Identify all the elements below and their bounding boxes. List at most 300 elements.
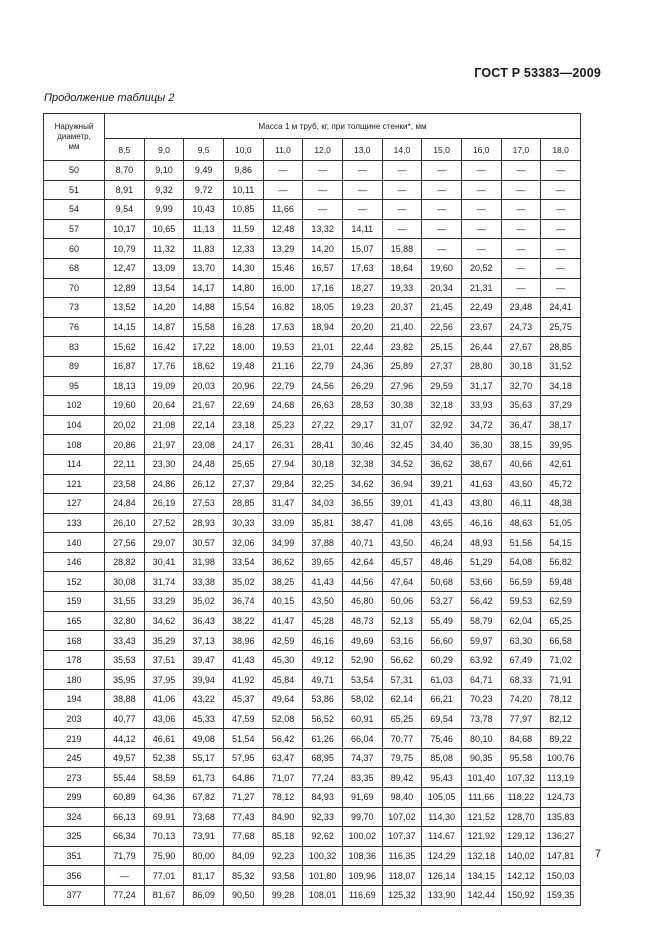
mass-cell: 111,66	[461, 788, 501, 808]
mass-cell: 34,52	[382, 454, 422, 474]
table-row	[44, 376, 581, 396]
mass-cell: 48,93	[461, 533, 501, 553]
mass-cell: 11,59	[223, 219, 263, 239]
mass-cell: 37,13	[184, 631, 224, 651]
table-row	[44, 631, 581, 651]
mass-cell: 29,17	[342, 415, 382, 435]
mass-cell: 16,42	[144, 337, 184, 357]
mass-cell: 38,96	[223, 631, 263, 651]
mass-cell: 136,27	[541, 827, 581, 847]
outer-diameter-cell: 152	[44, 572, 105, 592]
mass-cell: 61,73	[184, 768, 224, 788]
mass-cell: 31,47	[263, 494, 303, 514]
outer-diameter-cell: 50	[44, 161, 105, 181]
mass-cell: 65,25	[382, 709, 422, 729]
mass-cell: 95,58	[501, 748, 541, 768]
table-row	[44, 885, 581, 905]
mass-cell: 50,68	[422, 572, 462, 592]
outer-diameter-cell: 140	[44, 533, 105, 553]
mass-cell: —	[422, 200, 462, 220]
mass-cell: —	[461, 219, 501, 239]
table-row	[44, 709, 581, 729]
mass-cell: 37,88	[303, 533, 343, 553]
mass-cell: 42,64	[342, 552, 382, 572]
mass-cell: 22,11	[105, 454, 145, 474]
mass-cell: 69,54	[422, 709, 462, 729]
mass-cell: 58,59	[144, 768, 184, 788]
mass-cell: 41,08	[382, 513, 422, 533]
mass-cell: 36,55	[342, 494, 382, 514]
mass-cell: —	[303, 180, 343, 200]
mass-cell: 150,92	[501, 885, 541, 905]
mass-cell: —	[501, 180, 541, 200]
mass-cell: 18,94	[303, 317, 343, 337]
mass-cell: 31,98	[184, 552, 224, 572]
table-row	[44, 317, 581, 337]
mass-cell: 56,60	[422, 631, 462, 651]
mass-cell: 49,57	[105, 748, 145, 768]
mass-cell: 33,29	[144, 592, 184, 612]
mass-cell: 47,59	[223, 709, 263, 729]
outer-diameter-header-line: мм	[68, 142, 80, 151]
mass-cell: 18,05	[303, 298, 343, 318]
mass-cell: —	[263, 161, 303, 181]
mass-cell: 70,23	[461, 690, 501, 710]
mass-cell: 23,82	[382, 337, 422, 357]
mass-cell: 31,17	[461, 376, 501, 396]
table-row	[44, 592, 581, 612]
table-row	[44, 827, 581, 847]
mass-cell: —	[541, 239, 581, 259]
wall-thickness-header: 16,0	[461, 139, 501, 161]
outer-diameter-cell: 273	[44, 768, 105, 788]
mass-cell: 53,86	[303, 690, 343, 710]
document-standard-code: ГОСТ Р 53383—2009	[474, 66, 601, 80]
table-row	[44, 278, 581, 298]
mass-cell: 36,62	[263, 552, 303, 572]
mass-cell: 98,40	[382, 788, 422, 808]
mass-cell: 37,95	[144, 670, 184, 690]
mass-cell: 41,47	[263, 611, 303, 631]
mass-cell: 15,54	[223, 298, 263, 318]
mass-cell: 11,66	[263, 200, 303, 220]
mass-cell: 45,57	[382, 552, 422, 572]
mass-cell: 30,33	[223, 513, 263, 533]
mass-cell: 42,61	[541, 454, 581, 474]
outer-diameter-cell: 114	[44, 454, 105, 474]
mass-cell: 64,36	[144, 788, 184, 808]
mass-cell: 52,13	[382, 611, 422, 631]
mass-cell: —	[541, 200, 581, 220]
mass-cell: 142,44	[461, 885, 501, 905]
mass-cell: 61,26	[303, 729, 343, 749]
table-row	[44, 298, 581, 318]
mass-cell: 38,17	[541, 415, 581, 435]
mass-cell: 63,47	[263, 748, 303, 768]
mass-cell: 32,38	[342, 454, 382, 474]
mass-cell: 85,08	[422, 748, 462, 768]
mass-cell: 56,82	[541, 552, 581, 572]
mass-cell: 27,67	[501, 337, 541, 357]
mass-cell: 114,30	[422, 807, 462, 827]
mass-cell: 78,12	[263, 788, 303, 808]
mass-cell: 16,82	[263, 298, 303, 318]
table-row	[44, 572, 581, 592]
mass-cell: 84,09	[223, 846, 263, 866]
mass-cell: 28,85	[541, 337, 581, 357]
table-row	[44, 415, 581, 435]
mass-cell: 74,37	[342, 748, 382, 768]
mass-cell: 65,25	[541, 611, 581, 631]
outer-diameter-cell: 165	[44, 611, 105, 631]
mass-cell: 12,33	[223, 239, 263, 259]
mass-cell: 90,50	[223, 885, 263, 905]
mass-cell: 86,09	[184, 885, 224, 905]
mass-cell: 10,85	[223, 200, 263, 220]
mass-cell: 38,47	[342, 513, 382, 533]
outer-diameter-header-line: Наружный	[54, 122, 94, 131]
wall-thickness-header: 13,0	[342, 139, 382, 161]
table-row	[44, 788, 581, 808]
table-row	[44, 337, 581, 357]
mass-cell: 59,53	[501, 592, 541, 612]
mass-cell: 17,63	[342, 258, 382, 278]
mass-cell: —	[501, 161, 541, 181]
mass-cell: 41,06	[144, 690, 184, 710]
mass-cell: 27,52	[144, 513, 184, 533]
table-row	[44, 356, 581, 376]
wall-thickness-header: 11,0	[263, 139, 303, 161]
outer-diameter-cell: 377	[44, 885, 105, 905]
mass-cell: 24,36	[342, 356, 382, 376]
mass-cell: 46,11	[501, 494, 541, 514]
mass-cell: 55,17	[184, 748, 224, 768]
mass-cell: 14,20	[144, 298, 184, 318]
mass-cell: 49,12	[303, 650, 343, 670]
table-row	[44, 435, 581, 455]
outer-diameter-cell: 180	[44, 670, 105, 690]
table-row	[44, 219, 581, 239]
mass-cell: 150,03	[541, 866, 581, 886]
mass-cell: 108,01	[303, 885, 343, 905]
mass-cell: 27,37	[422, 356, 462, 376]
mass-cell: 66,34	[105, 827, 145, 847]
mass-cell: 30,38	[382, 396, 422, 416]
outer-diameter-cell: 245	[44, 748, 105, 768]
wall-thickness-header: 9,5	[184, 139, 224, 161]
mass-cell: 63,30	[501, 631, 541, 651]
mass-cell: 18,62	[184, 356, 224, 376]
mass-cell: 10,17	[105, 219, 145, 239]
mass-cell: 121,92	[461, 827, 501, 847]
outer-diameter-cell: 127	[44, 494, 105, 514]
mass-cell: 41,43	[223, 650, 263, 670]
mass-cell: 46,61	[144, 729, 184, 749]
mass-cell: 43,80	[461, 494, 501, 514]
mass-cell: —	[501, 239, 541, 259]
mass-cell: 92,33	[303, 807, 343, 827]
mass-cell: 101,40	[461, 768, 501, 788]
mass-cell: 118,22	[501, 788, 541, 808]
mass-cell: 52,38	[144, 748, 184, 768]
mass-cell: 16,00	[263, 278, 303, 298]
mass-cell: 34,03	[303, 494, 343, 514]
mass-cell: 40,71	[342, 533, 382, 553]
mass-cell: 80,10	[461, 729, 501, 749]
table-row	[44, 768, 581, 788]
mass-cell: 66,21	[422, 690, 462, 710]
mass-cell: 84,68	[501, 729, 541, 749]
mass-cell: 99,28	[263, 885, 303, 905]
mass-cell: 62,14	[382, 690, 422, 710]
mass-cell: 92,62	[303, 827, 343, 847]
mass-cell: 23,58	[105, 474, 145, 494]
outer-diameter-cell: 54	[44, 200, 105, 220]
mass-cell: —	[303, 200, 343, 220]
mass-cell: 93,58	[263, 866, 303, 886]
mass-cell: 24,48	[184, 454, 224, 474]
mass-cell: 107,02	[382, 807, 422, 827]
wall-thickness-header: 9,0	[144, 139, 184, 161]
mass-cell: 100,32	[303, 846, 343, 866]
mass-cell: 34,40	[422, 435, 462, 455]
mass-cell: 147,81	[541, 846, 581, 866]
mass-cell: 114,67	[422, 827, 462, 847]
mass-cell: 18,00	[223, 337, 263, 357]
mass-cell: 22,44	[342, 337, 382, 357]
mass-cell: 85,32	[223, 866, 263, 886]
mass-cell: 43,06	[144, 709, 184, 729]
mass-cell: 18,64	[382, 258, 422, 278]
mass-cell: 34,18	[541, 376, 581, 396]
mass-cell: 70,77	[382, 729, 422, 749]
mass-cell: 48,73	[342, 611, 382, 631]
mass-cell: 124,73	[541, 788, 581, 808]
mass-cell: 33,38	[184, 572, 224, 592]
mass-cell: 51,29	[461, 552, 501, 572]
mass-cell: 20,02	[105, 415, 145, 435]
table-row	[44, 258, 581, 278]
mass-cell: 12,89	[105, 278, 145, 298]
wall-thickness-header: 15,0	[422, 139, 462, 161]
mass-cell: 14,11	[342, 219, 382, 239]
mass-cell: 30,08	[105, 572, 145, 592]
mass-cell: 66,04	[342, 729, 382, 749]
mass-cell: 32,45	[382, 435, 422, 455]
mass-cell: 82,12	[541, 709, 581, 729]
mass-cell: 12,48	[263, 219, 303, 239]
mass-cell: 15,58	[184, 317, 224, 337]
mass-cell: 159,35	[541, 885, 581, 905]
mass-cell: —	[422, 239, 462, 259]
mass-cell: 50,06	[382, 592, 422, 612]
mass-cell: 35,95	[105, 670, 145, 690]
mass-cell: 36,74	[223, 592, 263, 612]
mass-cell: 14,80	[223, 278, 263, 298]
mass-cell: 20,96	[223, 376, 263, 396]
outer-diameter-cell: 76	[44, 317, 105, 337]
mass-cell: 32,06	[223, 533, 263, 553]
mass-cell: 26,29	[342, 376, 382, 396]
mass-cell: 121,52	[461, 807, 501, 827]
mass-cell: 11,32	[144, 239, 184, 259]
mass-cell: 77,68	[223, 827, 263, 847]
mass-cell: 66,13	[105, 807, 145, 827]
mass-cell: 26,44	[461, 337, 501, 357]
mass-cell: 15,88	[382, 239, 422, 259]
table-row	[44, 807, 581, 827]
mass-cell: 56,62	[382, 650, 422, 670]
mass-cell: 35,29	[144, 631, 184, 651]
mass-cell: —	[382, 219, 422, 239]
mass-cell: —	[501, 200, 541, 220]
mass-cell: 14,87	[144, 317, 184, 337]
mass-cell: 60,29	[422, 650, 462, 670]
mass-cell: —	[263, 180, 303, 200]
table-row	[44, 729, 581, 749]
mass-cell: 24,84	[105, 494, 145, 514]
mass-cell: 9,54	[105, 200, 145, 220]
mass-cell: 34,72	[461, 415, 501, 435]
table-row	[44, 650, 581, 670]
mass-cell: 8,91	[105, 180, 145, 200]
outer-diameter-cell: 324	[44, 807, 105, 827]
mass-cell: 75,46	[422, 729, 462, 749]
mass-cell: 26,12	[184, 474, 224, 494]
mass-cell: 54,15	[541, 533, 581, 553]
mass-cell: 25,23	[263, 415, 303, 435]
mass-cell: 36,62	[422, 454, 462, 474]
mass-cell: 38,25	[263, 572, 303, 592]
mass-cell: 60,91	[342, 709, 382, 729]
mass-cell: 24,41	[541, 298, 581, 318]
mass-cell: 26,63	[303, 396, 343, 416]
outer-diameter-cell: 203	[44, 709, 105, 729]
mass-cell: 11,83	[184, 239, 224, 259]
mass-cell: 37,51	[144, 650, 184, 670]
mass-cell: 9,10	[144, 161, 184, 181]
outer-diameter-cell: 178	[44, 650, 105, 670]
wall-thickness-header: 18,0	[541, 139, 581, 161]
outer-diameter-cell: 133	[44, 513, 105, 533]
mass-cell: 10,65	[144, 219, 184, 239]
mass-cell: 77,97	[501, 709, 541, 729]
outer-diameter-cell: 95	[44, 376, 105, 396]
mass-cell: 41,43	[422, 494, 462, 514]
mass-cell: 126,14	[422, 866, 462, 886]
mass-cell: 23,48	[501, 298, 541, 318]
mass-cell: 26,10	[105, 513, 145, 533]
mass-cell: 39,94	[184, 670, 224, 690]
mass-cell: 43,60	[501, 474, 541, 494]
mass-cell: 33,93	[461, 396, 501, 416]
mass-cell: 61,03	[422, 670, 462, 690]
mass-cell: 89,22	[541, 729, 581, 749]
mass-cell: 39,01	[382, 494, 422, 514]
mass-cell: 69,91	[144, 807, 184, 827]
table-row	[44, 513, 581, 533]
mass-cell: 21,01	[303, 337, 343, 357]
mass-cell: 59,48	[541, 572, 581, 592]
mass-cell: 22,79	[263, 376, 303, 396]
mass-cell: 15,62	[105, 337, 145, 357]
table-row	[44, 866, 581, 886]
mass-cell: 56,42	[461, 592, 501, 612]
mass-cell: 32,25	[303, 474, 343, 494]
mass-cell: 39,47	[184, 650, 224, 670]
mass-cell: 58,79	[461, 611, 501, 631]
mass-cell: 15,46	[263, 258, 303, 278]
mass-cell: —	[501, 219, 541, 239]
mass-cell: 46,80	[342, 592, 382, 612]
mass-cell: 116,69	[342, 885, 382, 905]
mass-cell: 25,15	[422, 337, 462, 357]
mass-cell: 10,43	[184, 200, 224, 220]
table-row	[44, 670, 581, 690]
mass-cell: 77,24	[303, 768, 343, 788]
mass-cell: 45,28	[303, 611, 343, 631]
mass-cell: —	[541, 258, 581, 278]
mass-cell: 20,52	[461, 258, 501, 278]
mass-cell: 132,18	[461, 846, 501, 866]
mass-cell: 91,69	[342, 788, 382, 808]
mass-cell: 33,09	[263, 513, 303, 533]
mass-cell: 19,48	[223, 356, 263, 376]
mass-cell: 23,08	[184, 435, 224, 455]
mass-group-header: Масса 1 м труб, кг, при толщине стенки*, мм	[105, 114, 581, 139]
mass-cell: 45,37	[223, 690, 263, 710]
mass-cell: 27,22	[303, 415, 343, 435]
mass-cell: —	[382, 200, 422, 220]
mass-cell: 30,18	[501, 356, 541, 376]
mass-cell: 53,66	[461, 572, 501, 592]
mass-cell: 13,52	[105, 298, 145, 318]
mass-cell: 38,15	[501, 435, 541, 455]
mass-cell: 46,16	[461, 513, 501, 533]
mass-cell: 25,65	[223, 454, 263, 474]
mass-cell: 24,73	[501, 317, 541, 337]
mass-cell: 46,24	[422, 533, 462, 553]
outer-diameter-cell: 104	[44, 415, 105, 435]
mass-cell: 9,86	[223, 161, 263, 181]
mass-cell: 62,59	[541, 592, 581, 612]
mass-cell: 27,94	[263, 454, 303, 474]
mass-cell: 100,02	[342, 827, 382, 847]
mass-cell: 66,58	[541, 631, 581, 651]
mass-cell: 22,69	[223, 396, 263, 416]
mass-cell: 19,09	[144, 376, 184, 396]
outer-diameter-cell: 102	[44, 396, 105, 416]
mass-cell: —	[342, 180, 382, 200]
mass-cell: 39,95	[541, 435, 581, 455]
mass-cell: 85,18	[263, 827, 303, 847]
mass-cell: 59,97	[461, 631, 501, 651]
mass-cell: 49,71	[303, 670, 343, 690]
outer-diameter-cell: 194	[44, 690, 105, 710]
mass-cell: 60,89	[105, 788, 145, 808]
mass-cell: 35,53	[105, 650, 145, 670]
mass-cell: 18,13	[105, 376, 145, 396]
mass-cell: 9,99	[144, 200, 184, 220]
mass-cell: 11,13	[184, 219, 224, 239]
outer-diameter-cell: 159	[44, 592, 105, 612]
mass-cell: 38,67	[461, 454, 501, 474]
mass-cell: 15,07	[342, 239, 382, 259]
table-row	[44, 494, 581, 514]
mass-cell: 13,09	[144, 258, 184, 278]
mass-cell: 67,49	[501, 650, 541, 670]
mass-cell: —	[461, 200, 501, 220]
